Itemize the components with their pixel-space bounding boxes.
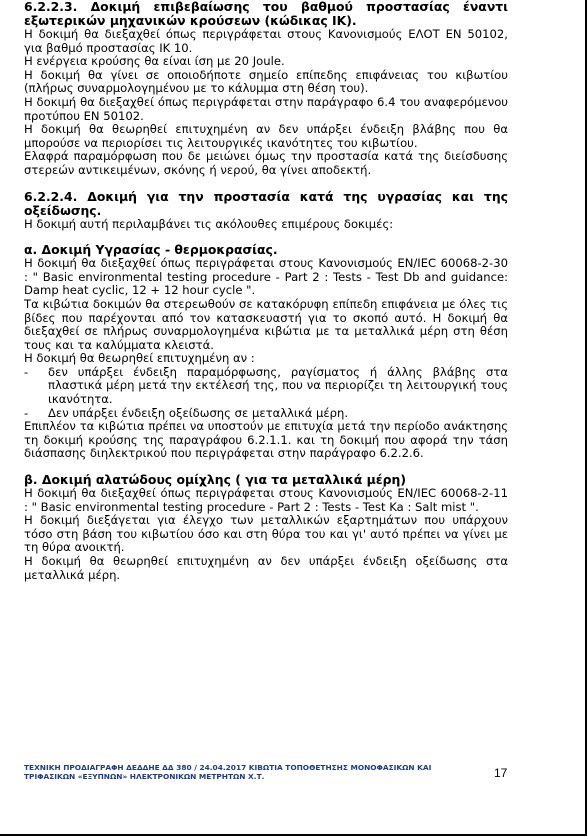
paragraph: Η δοκιμή θα διεξαχθεί όπως περιγράφεται στην παράγραφο 6.4 του αναφερόμενου προτύπου EN 50102. <box>24 94 508 123</box>
footer-line-1: ΤΕΧΝΙΚΗ ΠΡΟΔΙΑΓΡΑΦΗ ΔΕΔΔΗΕ ΔΔ 380 / 24.04.2017 ΚΙΒΩΤΙΑ ΤΟΠΟΘΕΤΗΣΗΣ ΜΟΝΟΦΑΣΙΚΩΝ ΚΑΙ <box>24 763 432 772</box>
section-heading-6-2-2-4: 6.2.2.4. Δοκιμή για την προστασία κατά της υγρασίας και της οξείδωσης. <box>24 188 508 218</box>
subsection-heading-b: β. Δοκιμή αλατώδους ομίχλης ( για τα μεταλλικά μέρη) <box>24 472 406 488</box>
paragraph: Η δοκιμή θα διεξαχθεί όπως περιγράφεται στους Κανονισμούς ΕΛΟΤ EN 50102, για βαθμό προστασίας IK 10. <box>24 27 508 55</box>
paragraph: Επιπλέον τα κιβώτια πρέπει να υποστούν με επιτυχία μετά την περίοδο ανάκτησης τη δοκιμή κρούσης της παραγράφου 6.2.1.1. και τη δοκιμή που αφορά την τάση διάσπασης διηλεκτρικού που περιγράφεται στην παράγραφο 6.2.2.6. <box>24 419 508 461</box>
page-body <box>24 0 508 582</box>
paragraph: Τα κιβώτια δοκιμών θα στερεωθούν σε κατακόρυφη επίπεδη επιφάνεια με όλες τις βίδες που παρέχονται από τον κατασκευαστή για το σκοπό αυτό. Η δοκιμή θα διεξαχθεί σε πλήρως συναρμολογημένα κιβώτια με τα μεταλλικά μέρη στη θέση τους και τα καλύμματα κλειστά. <box>24 296 508 352</box>
paragraph: Ελαφρά παραμόρφωση που δε μειώνει όμως την προστασία κατά της διείσδυσης στερεών αντικειμένων, σκόνης ή νερού, θα γίνει αποδεκτή. <box>24 149 508 177</box>
paragraph: Η δοκιμή θα διεξαχθεί όπως περιγράφεται στους Κανονισμούς EN/IEC 60068-2-11 : " Basic environmental testing procedure - Part 2 : Tests - Test Ka : Salt mist ". <box>24 486 508 514</box>
list-item: - δεν υπάρξει ένδειξη παραμόρφωσης, ραγίσματος ή άλλης βλάβης στα πλαστικά μέρη μετά την εκτέλεσή της, που να περιορίζει τη λειτουργική τους ικανότητα. <box>24 366 508 407</box>
paragraph: Η δοκιμή θα θεωρηθεί επιτυχημένη αν δεν υπάρξει ένδειξη οξείδωσης στα μεταλλικά μέρη. <box>24 554 508 582</box>
paragraph: Η δοκιμή αυτή περιλαμβάνει τις ακόλουθες επιμέρους δοκιμές: <box>24 216 394 231</box>
paragraph: Η δοκιμή θα διεξαχθεί όπως περιγράφεται στους Κανονισμούς EN/IEC 60068-2-30 : " Basic environmental testing procedure - Part 2 : Tests - Test Db and guidance: Damp heat cyclic, 12 + 12 hour cycle ". <box>24 256 508 298</box>
page-number: 17 <box>494 766 508 780</box>
list-item: - Δεν υπάρξει ένδειξη οξείδωσης σε μεταλλικά μέρη. <box>24 407 508 421</box>
paragraph: Η δοκιμή θα θεωρηθεί επιτυχημένη αν : <box>24 351 255 366</box>
paragraph: Η δοκιμή διεξάγεται για έλεγχο των μεταλλικών εξαρτημάτων που υπάρχουν τόσο στη βάση του κιβωτίου όσο και στη θύρα του και γι' αυτό πρέπει να γίνει με τη θύρα ανοικτή. <box>24 513 508 555</box>
paragraph: Η δοκιμή θα θεωρηθεί επιτυχημένη αν δεν υπάρξει ένδειξη βλάβης που θα μπορούσε να περιορίσει τις λειτουργικές ικανότητες του κιβωτίου. <box>24 122 508 150</box>
criteria-list <box>24 366 508 420</box>
subsection-heading-a: α. Δοκιμή Υγρασίας - θερμοκρασίας. <box>24 242 278 258</box>
paragraph: Η ενέργεια κρούσης θα είναι ίση με 20 Joule. <box>24 54 285 69</box>
footer-line-2: ΤΡΙΦΑΣΙΚΩΝ «ΕΞΥΠΝΩΝ» ΗΛΕΚΤΡΟΝΙΚΩΝ ΜΕΤΡΗΤΩΝ Χ.Τ. <box>24 772 265 781</box>
page-footer <box>24 763 454 781</box>
paragraph: Η δοκιμή θα γίνει σε οποιοδήποτε σημείο επίπεδης επιφάνειας του κιβωτίου (πλήρως συναρμολογημένου με το κάλυμμα στη θέση του). <box>24 67 508 96</box>
section-heading-6-2-2-3: 6.2.2.3. Δοκιμή επιβεβαίωσης του βαθμού προστασίας έναντι εξωτερικών μηχανικών κρούσεων (κώδικας IK). <box>24 0 508 28</box>
